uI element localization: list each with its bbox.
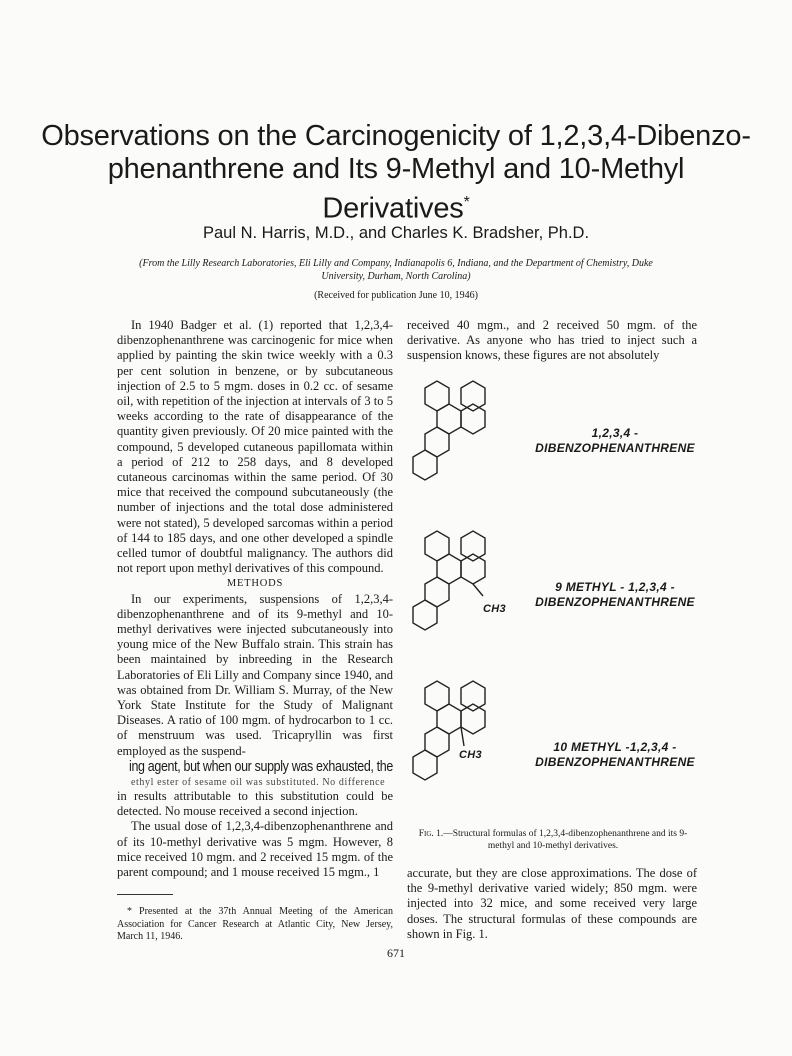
label-dibenzophenanthrene: 1,2,3,4 - DIBENZOPHENANTHRENE: [535, 426, 695, 455]
page-number: 671: [387, 946, 405, 960]
right-column-bottom: [407, 866, 697, 942]
paragraph-dose: The usual dose of 1,2,3,4-dibenzophenanthrene and of its 10-methyl derivative was 5 mgm. However, 8 mice received 10 mgm. and 2 received 15 mgm. of the parent compound; and 1 mouse received 15 mgm., 1: [117, 819, 393, 879]
authors: Paul N. Harris, M.D., and Charles K. Bradsher, Ph.D.: [202, 224, 590, 242]
paragraph-methods-faded-line: ethyl ester of sesame oil was substituted. No difference: [131, 776, 386, 788]
paragraph-methods: In our experiments, suspensions of 1,2,3,4-dibenzophenanthrene and of its 9-methyl and 10-methyl derivatives were injected subcutaneously into young mice of the New Buffalo strain. This strain has been maintained by inbreeding in the Research Laboratories of Eli Lilly and Company since 1940, and was obtained from Dr. William S. Murray, of the New York State Institute for the Study of Malignant Diseases. A ratio of 100 mgm. of hydrocarbon to 1 cc. of menstruum was used. Tricapryllin was first employed as the suspend- ing agent, but when our supply was exhausted, the ethyl ester of sesame oil was substituted. No difference in results attributable to this substitution could be detected. No mouse received a second injection.: [117, 591, 393, 819]
paragraph-methods-line: ing agent, but when our supply was exhausted, the: [129, 758, 393, 775]
article-title: Observations on the Carcinogenicity of 1,2,3,4-Dibenzo-phenanthrene and Its 9-Methyl and 10-Methyl Derivatives*: [41, 120, 751, 225]
molecule-1: [413, 381, 485, 480]
label-10-methyl: 10 METHYL -1,2,3,4 - DIBENZOPHENANTHRENE: [535, 740, 695, 769]
figure-caption: Fig. 1.—Structural formulas of 1,2,3,4-dibenzophenanthrene and its 9-methyl and 10-methyl derivatives.: [418, 829, 688, 851]
ch3-label-10: CH3: [459, 749, 482, 761]
label-9-methyl: 9 METHYL - 1,2,3,4 - DIBENZOPHENANTHRENE: [535, 580, 695, 609]
ch3-label-9: CH3: [483, 603, 506, 615]
received-date: (Received for publication June 10, 1946): [314, 290, 478, 301]
paragraph-dose-continued: accurate, but they are close approximations. The dose of the 9-methyl derivative varied widely; 850 mgm. were injected into 32 mice, and some received very large doses. The structural formulas of these compounds are shown in Fig. 1.: [407, 866, 697, 941]
structural-formula-figure: [407, 374, 707, 814]
paragraph-intro: In 1940 Badger et al. (1) reported that 1,2,3,4-dibenzophenanthrene was carcinogenic for mice when applied by painting the skin twice weekly with a 0.3 per cent solution in benzene, or by subcutaneous injection of 2.5 to 5 mgm. doses in 0.2 cc. of sesame oil, with repetition of the injection at intervals of 3 to 5 weeks according to the rate of disappearance of the quantity given previously. Of 20 mice painted with the compound, 5 developed cutaneous papillomata within a period of 212 to 258 days, and 8 developed cutaneous carcinomas within the same period. Of 30 mice that received the compound subcutaneously (the number of injections and the total dose administered were not stated), 5 developed sarcomas within a period of 144 to 185 days, and one other developed a spindle celled tumor of doubtful malignancy. The authors did not report upon methyl derivatives of this compound.: [117, 318, 393, 576]
footnote-rule: [117, 894, 173, 895]
affiliation: (From the Lilly Research Laboratories, Eli Lilly and Company, Indianapolis 6, Indiana, and the Department of Chemistry, Duke University, Durham, North Carolina): [139, 258, 653, 282]
paragraph-continued: received 40 mgm., and 2 received 50 mgm. of the derivative. As anyone who has tried to inject such a suspension knows, these figures are not absolutely: [407, 318, 697, 363]
molecule-3: [413, 681, 485, 780]
methods-heading: METHODS: [226, 578, 284, 590]
footnote: * Presented at the 37th Annual Meeting of the American Association for Cancer Research at Atlantic City, New Jersey, March 11, 1946.: [117, 906, 393, 942]
right-column-top: [407, 318, 697, 364]
left-column: [117, 318, 393, 880]
title-footnote-mark: *: [463, 194, 470, 211]
molecule-2: [413, 531, 485, 630]
paragraph-methods-end: in results attributable to this substitution could be detected. No mouse received a second injection.: [117, 788, 393, 819]
